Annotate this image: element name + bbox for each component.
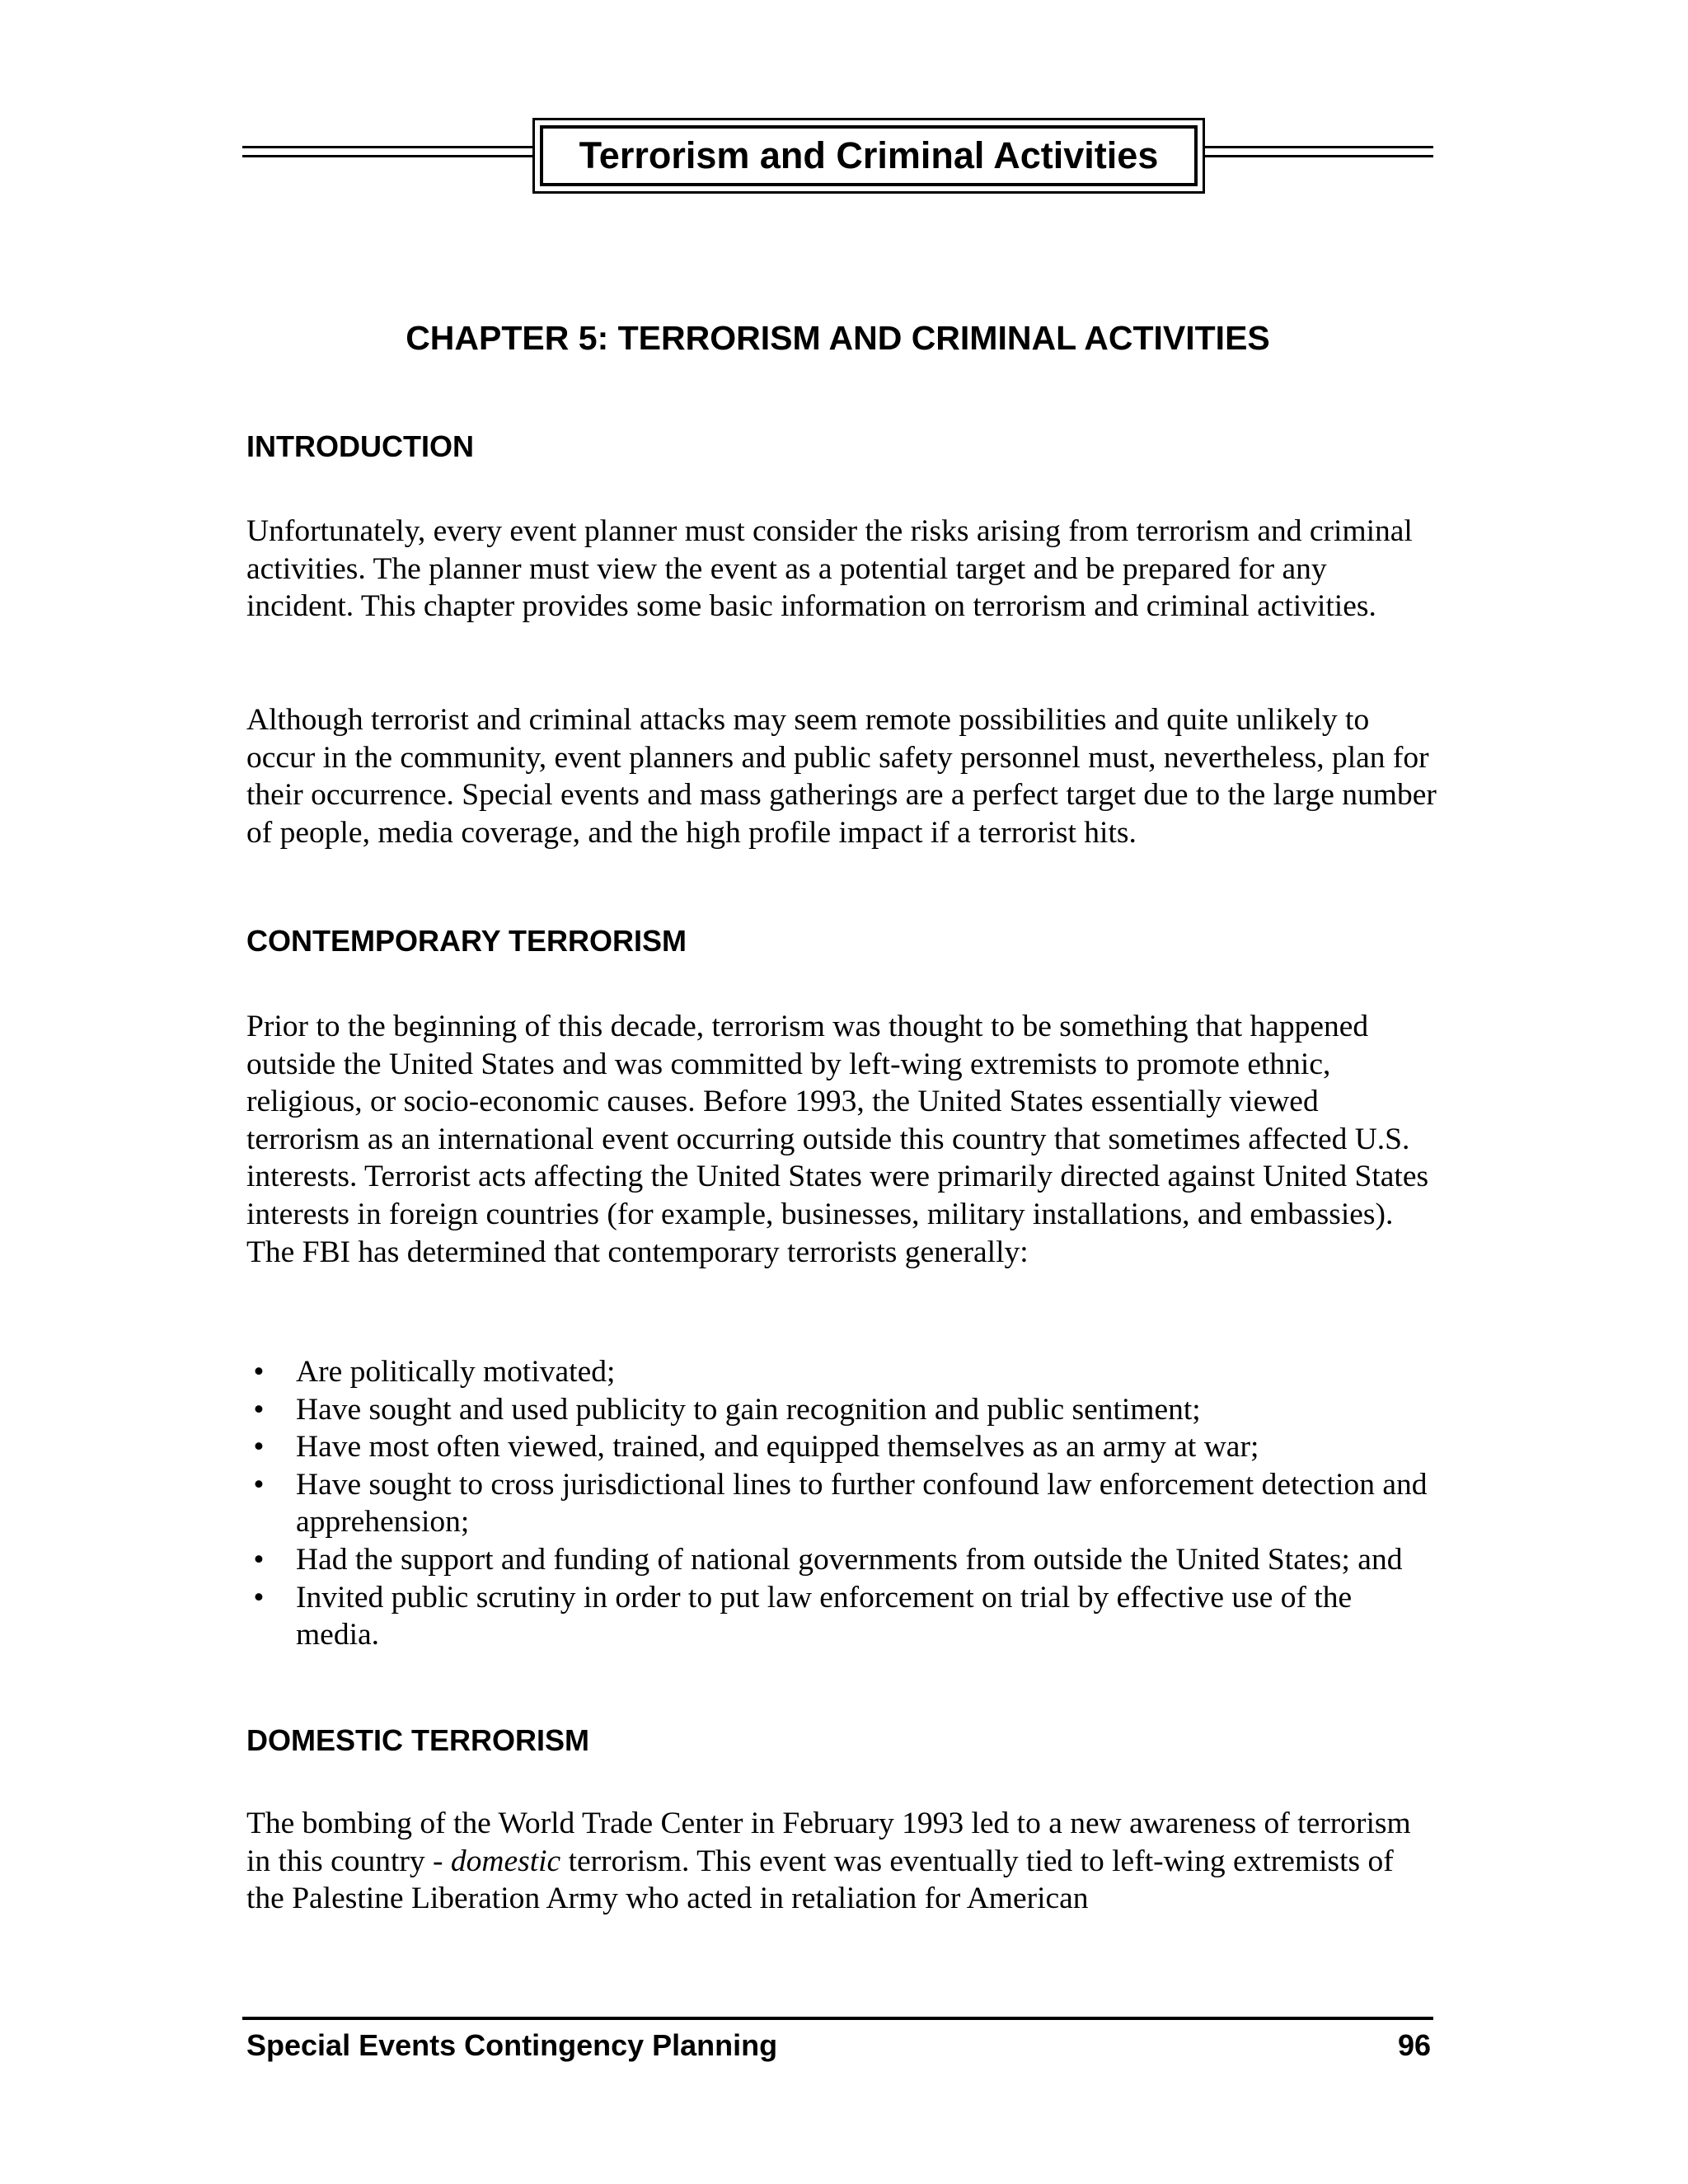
bullet-icon: • <box>253 1542 265 1577</box>
list-item-text: Have sought and used publicity to gain recognition and public sentiment; <box>296 1392 1201 1427</box>
list-item <box>246 1466 1437 1541</box>
bullet-icon: • <box>253 1392 265 1427</box>
header-rule-left <box>242 146 532 157</box>
chapter-title: CHAPTER 5: TERRORISM AND CRIMINAL ACTIVITIES <box>406 319 1270 357</box>
domestic-emphasis: domestic <box>450 1844 561 1878</box>
domestic-text-after: terrorism. This event was eventually tied to left-wing extremists of the Palestine Liberation Army who acted in retaliation for American <box>246 1844 1394 1916</box>
list-item-text: Had the support and funding of national governments from outside the United States; and <box>296 1542 1403 1577</box>
domestic-terrorism-heading: DOMESTIC TERRORISM <box>246 1723 590 1757</box>
bullet-icon: • <box>253 1580 265 1615</box>
list-item <box>246 1353 1437 1391</box>
list-item-text: Have most often viewed, trained, and equipped themselves as an army at war; <box>296 1430 1259 1465</box>
introduction-paragraph-2: Although terrorist and criminal attacks may seem remote possibilities and quite unlikely to occur in the community, event planners and public safety personnel must, nevertheless, plan for their occurrence. Special events and mass gatherings are a perfect target due to the large number of people, media coverage, and the high profile impact if a terrorist hits. <box>246 703 1437 850</box>
contemporary-terrorism-heading: CONTEMPORARY TERRORISM <box>246 924 687 958</box>
list-item <box>246 1391 1437 1429</box>
bullet-icon: • <box>253 1355 265 1389</box>
list-item-text: Are politically motivated; <box>296 1355 616 1389</box>
bullet-icon: • <box>253 1467 265 1502</box>
list-item-text: Invited public scrutiny in order to put law enforcement on trial by effective use of the media. <box>296 1580 1353 1652</box>
introduction-heading: INTRODUCTION <box>246 429 474 463</box>
footer-title: Special Events Contingency Planning <box>246 2028 778 2062</box>
domestic-terrorism-paragraph <box>246 1805 1437 1918</box>
list-item <box>246 1579 1437 1654</box>
introduction-paragraph-1: Unfortunately, every event planner must consider the risks arising from terrorism and criminal activities. The planner must view the event as a potential target and be prepared for any incident. This chapter provides some basic information on terrorism and criminal activities. <box>246 514 1413 624</box>
header-banner-title: Terrorism and Criminal Activities <box>540 125 1198 186</box>
page-number: 96 <box>1397 2028 1431 2062</box>
domestic-text-before: The bombing of the World Trade Center in February 1993 led to a new awareness of terrorism in this country - <box>246 1807 1411 1878</box>
list-item <box>246 1428 1437 1466</box>
list-item-text: Have sought to cross jurisdictional lines to further confound law enforcement detection and apprehension; <box>296 1467 1428 1540</box>
contemporary-terrorism-paragraph: Prior to the beginning of this decade, terrorism was thought to be something that happened outside the United States and was committed by left-wing extremists to promote ethnic, religious, or socio-economic causes. Before 1993, the United States essentially viewed terrorism as an international event occurring outside this country that sometimes affected U.S. interests. Terrorist acts affecting the United States were primarily directed against United States interests in foreign countries (for example, businesses, military installations, and embassies). The FBI has determined that contemporary terrorists generally: <box>246 1010 1429 1269</box>
header-banner <box>532 118 1205 194</box>
header-rule-right <box>1205 146 1433 157</box>
contemporary-terrorist-traits-list <box>246 1353 1437 1654</box>
bullet-icon: • <box>253 1430 265 1465</box>
list-item <box>246 1541 1437 1579</box>
footer-rule <box>242 2017 1433 2020</box>
